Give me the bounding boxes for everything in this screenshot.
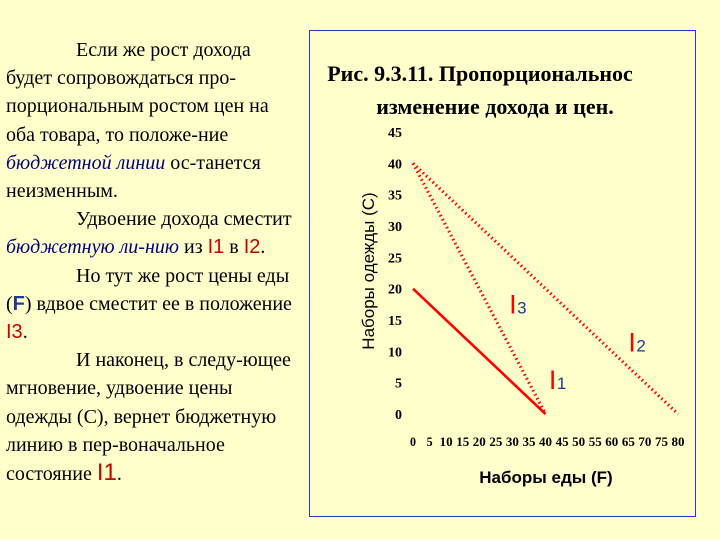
x-tick-label: 55 [588, 435, 602, 449]
y-axis-label: Наборы одежды (C) [359, 192, 378, 350]
series-line-i3 [413, 163, 546, 414]
emphasis-budget-line: бюджетной линии [6, 151, 166, 174]
series-label-i3: I [509, 289, 517, 320]
text-run: ) вдвое сместит ее в положение [24, 292, 292, 315]
x-tick-label: 10 [439, 435, 453, 449]
y-tick-label: 5 [395, 376, 402, 392]
paragraph-4 [6, 346, 296, 488]
text-run: ос-танется неизменным. [6, 151, 261, 203]
y-tick-label: 45 [388, 126, 402, 141]
label-food: F [12, 292, 25, 315]
x-tick-label: 50 [572, 435, 586, 449]
text-run: в [224, 236, 244, 259]
y-tick-label: 25 [388, 251, 402, 267]
chart-title-line-1: Рис. 9.3.11. Пропорциональнос [327, 61, 633, 86]
label-i1: I1 [207, 236, 225, 259]
label-i3: I3 [6, 321, 23, 344]
series-label-i1: I [548, 364, 557, 395]
x-axis-label: Наборы еды (F) [479, 468, 613, 487]
label-i1: I1 [96, 459, 117, 487]
x-tick-label: 40 [539, 435, 552, 449]
y-tick-label: 0 [395, 408, 402, 423]
text-run: Удвоение дохода сместит [76, 208, 292, 231]
x-tick-label: 5 [426, 435, 433, 449]
explanation-text [6, 36, 296, 488]
paragraph-2 [6, 205, 296, 261]
chart-frame [309, 30, 696, 517]
text-run: И наконец, в следу-ющее мгновение, удвоение цены одежды (С), вернет бюджетную линию в пер-воначальное состояние [6, 349, 291, 486]
x-tick-label: 80 [671, 435, 685, 449]
x-tick-label: 75 [654, 435, 668, 449]
paragraph-3 [6, 262, 296, 347]
label-i2: I2 [243, 236, 261, 259]
text-run: . [116, 463, 122, 486]
x-tick-labels [410, 435, 685, 449]
y-tick-labels [388, 126, 402, 423]
y-tick-label: 10 [388, 345, 402, 361]
text-run: . [22, 321, 28, 344]
y-tick-label: 30 [388, 220, 402, 235]
series-label-sub-i2: 2 [636, 336, 646, 356]
x-tick-label: 65 [621, 435, 635, 449]
series-label-i2: I [628, 327, 636, 358]
text-run: из [178, 236, 208, 259]
x-tick-label: 0 [410, 435, 416, 449]
y-tick-label: 35 [388, 188, 402, 204]
text-run: . [260, 236, 266, 259]
x-tick-label: 60 [605, 435, 619, 449]
y-tick-label: 15 [388, 314, 402, 329]
series-line-i2 [413, 163, 678, 414]
series-layer [413, 163, 678, 414]
x-tick-label: 25 [489, 435, 503, 449]
series-label-sub-i3: 3 [517, 298, 527, 318]
emphasis-budget-line: бюджетную ли-нию [6, 236, 179, 259]
x-tick-label: 30 [505, 435, 519, 449]
y-tick-label: 40 [388, 157, 402, 173]
series-label-sub-i1: 1 [556, 373, 567, 393]
x-tick-label: 45 [555, 435, 569, 449]
series-labels [509, 290, 646, 395]
budget-lines-chart [310, 31, 695, 516]
x-tick-label: 70 [638, 435, 652, 449]
x-tick-label: 15 [456, 435, 470, 449]
x-tick-label: 35 [522, 435, 536, 449]
paragraph-1 [6, 36, 296, 205]
chart-title-line-2: изменение дохода и цен. [376, 94, 614, 119]
text-run: Если же рост дохода будет сопровождаться про-порциональным ростом цен на оба товара, то положе-ние [6, 39, 269, 146]
text-run: Но тут же рост цены еды ( [6, 264, 290, 315]
x-tick-label: 20 [472, 435, 486, 449]
y-tick-label: 20 [388, 282, 402, 298]
